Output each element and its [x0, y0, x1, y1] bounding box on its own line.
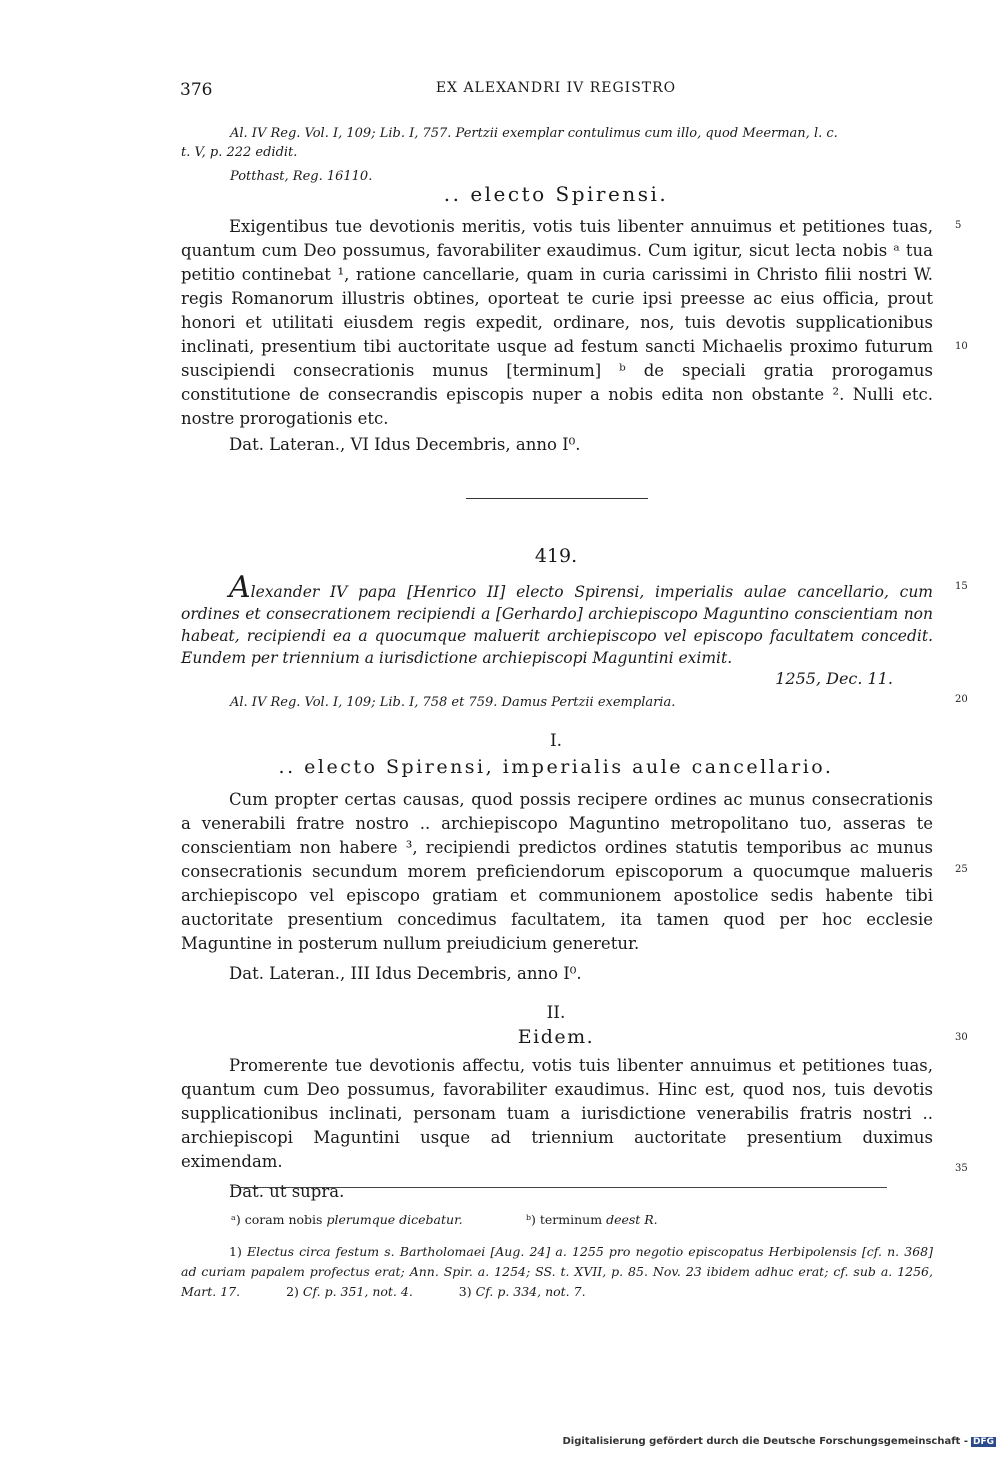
line-number: 10 — [955, 341, 968, 352]
footnote-1-number: 1) — [229, 1244, 242, 1259]
letter-address: .. electo Spirensi. — [443, 182, 669, 206]
running-title: EX ALEXANDRI IV REGISTRO — [435, 80, 677, 96]
reference-line: Al. IV Reg. Vol. I, 109; Lib. I, 758 et 759. Damus Pertzii exemplaria. — [230, 695, 676, 710]
footnote-3-text: Cf. p. 334, not. 7. — [475, 1284, 586, 1299]
line-number: 20 — [955, 694, 968, 705]
line-number: 35 — [955, 1163, 968, 1174]
document-number: 419. — [534, 545, 578, 567]
line-number: 25 — [955, 864, 968, 875]
letter-dating: Dat. ut supra. — [229, 1182, 345, 1201]
footnote-b: ᵇ) terminum deest R. — [526, 1212, 658, 1227]
line-number: 5 — [955, 220, 962, 231]
part-numeral: II. — [546, 1003, 566, 1023]
letter-paragraph: Promerente tue devotionis affectu, votis tuis libenter annuimus et petitiones tuas, quantum cum Deo possumus, favorabiliter exaudimus. Hinc est, quod nos, tuis devotis supplicationibus inclinati, personam tuam a iurisdictione venerabilis fratris nostri .. archiepiscopi Maguntini usque ad triennium auctoritate presentium duximus eximendam. — [181, 1056, 933, 1171]
letter-dating: Dat. Lateran., III Idus Decembris, anno I⁰. — [229, 964, 582, 983]
line-number: 30 — [955, 1032, 968, 1043]
letter-body — [181, 788, 933, 986]
credit-text: Digitalisierung gefördert durch die Deutsche Forschungsgemeinschaft - — [562, 1436, 968, 1447]
footnote-3-number: 3) — [458, 1284, 472, 1299]
letter-dating: Dat. Lateran., VI Idus Decembris, anno I⁰. — [229, 435, 581, 454]
dfg-logo: DFG — [972, 1437, 994, 1447]
reference-line: Al. IV Reg. Vol. I, 109; Lib. I, 757. Pertzii exemplar contulimus cum illo, quod Meerman, l. c. — [230, 126, 838, 141]
footnote-2-number: 2) — [286, 1284, 299, 1299]
letter-address: Eidem. — [517, 1026, 595, 1048]
footnote-a: ᵃ) coram nobis plerumque dicebatur. — [231, 1212, 463, 1227]
page-number: 376 — [180, 80, 213, 100]
letter-paragraph: Exigentibus tue devotionis meritis, votis tuis libenter annuimus et petitiones tuas, quantum cum Deo possumus, favorabiliter exaudimus. Cum igitur, sicut lecta nobis ᵃ tua petitio continebat ¹, ratione cancellarie, quam in curia carissimi in Christo filii nostri W. regis Romanorum illustris obtines, oporteat te curie ipsi preesse ac eius officia, prout honori et utilitati eiusdem regis expedit, ordinare, nos, tuis devotis supplicationibus inclinati, presentium tibi auctoritate usque ad festum sancti Michaelis proximo futurum suscipiendi consecrationis munus [terminum] ᵇ de speciali gratia prorogamus constitutione de consecrandis episcopis nuper a nobis edita non obstante ². Nulli etc. nostre prorogationis etc. — [181, 217, 933, 428]
footnote-list — [181, 1242, 933, 1302]
line-number: 15 — [955, 581, 968, 592]
decorated-initial: A — [229, 570, 251, 605]
letter-address: .. electo Spirensi, imperialis aule cancellario. — [278, 756, 834, 778]
footnote-2-text: Cf. p. 351, not. 4. — [302, 1284, 413, 1299]
regest-summary — [181, 570, 933, 669]
part-numeral: I. — [549, 731, 563, 751]
reference-line: Potthast, Reg. 16110. — [230, 169, 373, 184]
letter-body — [181, 215, 933, 457]
footnote-rule — [231, 1187, 887, 1188]
summary-text: lexander IV papa [Henrico II] electo Spirensi, imperialis aulae cancellario, cum ordines et consecrationem recipiendi a [Gerhardo] archiepiscopo Maguntino conscientiam non habeat, recipiendi ea a quocumque maluerit archiepiscopo vel episcopo facultatem concedit. Eundem per triennium a iurisdictione archiepiscopi Maguntini eximit. — [181, 583, 933, 667]
digitization-credit — [562, 1436, 996, 1447]
letter-body — [181, 1054, 933, 1204]
regest-date: 1255, Dec. 11. — [775, 669, 893, 688]
section-divider — [466, 498, 648, 499]
footnote-1-text: Electus circa festum s. Bartholomaei [Aug. 24] a. 1255 pro negotio episcopatus Herbipolensis [cf. n. 368] ad curiam papalem profectus erat; Ann. Spir. a. 1254; SS. t. XVII, p. 85. Nov. 23 ibidem adhuc erat; cf. sub a. 1256, Mart. 17. — [181, 1244, 933, 1299]
reference-line: t. V, p. 222 edidit. — [181, 145, 298, 160]
letter-paragraph: Cum propter certas causas, quod possis recipere ordines ac munus consecrationis a venerabili fratre nostro .. archiepiscopo Maguntino metropolitano tuo, asseras te conscientiam non habere ³, recipiendi predictos ordines statutis temporibus ac munus consecrationis secundum morem preficiendorum episcoporum a quocumque malueris archiepiscopo vel episcopo gratiam et communionem apostolice sedis habente tibi auctoritate presentium concedimus facultatem, ita tamen quod per hoc ecclesie Maguntine in posterum nullum preiudicium generetur. — [181, 790, 933, 953]
